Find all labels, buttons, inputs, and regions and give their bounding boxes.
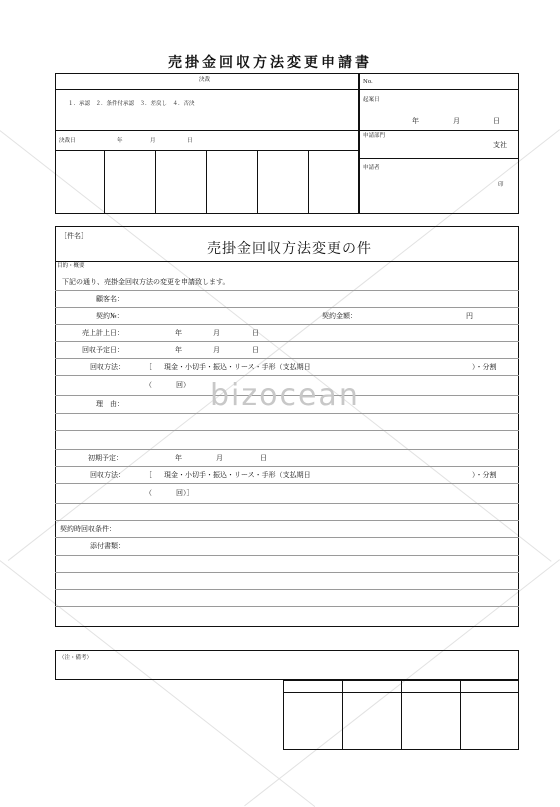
reason-label: 理 由： (96, 400, 124, 408)
yen-unit: 円 (466, 312, 473, 320)
method-options-2: 現金・小切手・振込・リース・手形（支払期日 (164, 471, 311, 479)
approval-date-label: 決裁日 (59, 138, 76, 144)
notes-label: （注・備考） (59, 655, 93, 661)
method-times-2: 回）］ (176, 489, 194, 497)
method-paren-open-2: （ (145, 489, 152, 497)
first-due-day: 日 (260, 454, 267, 462)
approval-day: 日 (187, 138, 193, 144)
approval-box (55, 73, 359, 214)
intro-text: 下記の通り、売掛金回収方法の変更を申請致します。 (62, 278, 230, 286)
first-due-label: 初期予定： (88, 454, 123, 462)
first-due-month: 月 (216, 454, 223, 462)
main-content-box (55, 226, 519, 627)
sales-month: 月 (213, 329, 220, 337)
watermark-text: bizocean (210, 378, 360, 413)
method-bracket-open-2: ［ (145, 471, 152, 479)
document-number-label: No. (363, 79, 373, 85)
method-times: 回） (176, 381, 190, 389)
approval-header: 決裁 (199, 77, 211, 83)
seal-mark: 印 (498, 182, 504, 188)
method-split-2: ）・分割 (472, 471, 497, 479)
page-title: 売掛金回収方法変更申請書 (168, 55, 372, 71)
collection-month: 月 (213, 346, 220, 354)
conditions-label: 契約時回収条件： (60, 525, 116, 533)
attachments-label: 添付書類： (90, 542, 125, 550)
collection-day: 日 (252, 346, 259, 354)
branch-label: 支社 (493, 141, 507, 149)
notes-box (55, 650, 519, 680)
collection-year: 年 (175, 346, 182, 354)
collection-date-label: 回収予定日： (82, 346, 124, 354)
submit-day: 日 (493, 117, 500, 125)
method-label-2: 回収方法： (90, 471, 125, 479)
approval-month: 月 (150, 138, 156, 144)
sales-year: 年 (175, 329, 182, 337)
subject-label: ［件名］ (60, 232, 88, 240)
submit-year: 年 (412, 117, 419, 125)
submit-month: 月 (453, 117, 460, 125)
method-paren-open: （ (145, 381, 152, 389)
method-label: 回収方法： (90, 363, 125, 371)
sales-day: 日 (252, 329, 259, 337)
method-options: 現金・小切手・振込・リース・手形（支払期日 (164, 363, 311, 371)
department-label: 申請部門 (363, 133, 386, 139)
approval-year: 年 (117, 138, 123, 144)
submit-date-label: 起案日 (363, 97, 380, 103)
purpose-label: 目的・概要 (57, 263, 85, 269)
first-due-year: 年 (175, 454, 182, 462)
method-bracket-open: ［ (145, 363, 152, 371)
subject-text: 売掛金回収方法変更の件 (207, 241, 372, 257)
applicant-label: 申請者 (363, 165, 380, 171)
contract-amount-label: 契約金額： (322, 312, 357, 320)
approval-options: １．承認 ２．条件付承認 ３．差戻し ４．否決 (68, 101, 195, 107)
sales-date-label: 売上計上日： (82, 329, 124, 337)
method-split: ）・分割 (472, 363, 497, 371)
contract-no-label: 契約№： (96, 312, 124, 320)
customer-label: 顧客名： (96, 295, 124, 303)
